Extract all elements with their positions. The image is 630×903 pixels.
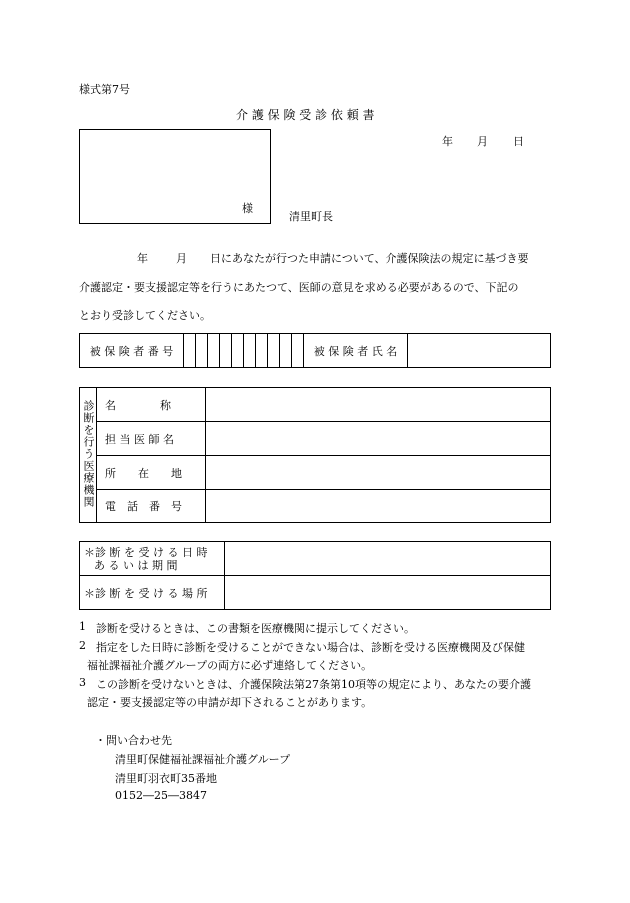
insured-name-field[interactable] [408,334,551,368]
note-1-number: 1 [79,620,86,633]
insured-number-digit[interactable] [256,334,268,368]
insured-number-digit[interactable] [184,334,196,368]
diagnosis-table [79,541,551,610]
contact-address: 清里町羽衣町35番地 [115,772,217,785]
insured-table [79,333,551,368]
issuer-name: 清里町長 [289,210,333,223]
note-2-line-2: 福祉課福祉介護グループの両方に必ず連絡してください。 [87,659,373,672]
body-line-3: とおり受診してください。 [79,309,211,322]
body-month: 月 [176,252,187,265]
body-line-2: 介護認定・要支援認定等を行うにあたつて、医師の意見を求める必要があるので、下記の [79,281,519,294]
insured-number-digit[interactable] [208,334,220,368]
note-3-line-1: この診断を受けないときは、介護保険法第27条第10項等の規定により、あなたの要介護 [96,678,531,691]
doctor-name-field[interactable] [206,422,551,456]
insured-number-digit[interactable] [232,334,244,368]
contact-org: 清里町保健福祉課福祉介護グループ [115,753,291,766]
insured-number-digit[interactable] [244,334,256,368]
note-1-line-1: 診断を受けるときは、この書類を医療機関に提示してください。 [96,622,415,635]
form-number: 様式第7号 [79,83,130,96]
page-title: 介 護 保 険 受 診 依 頼 書 [236,108,375,122]
insured-name-label: 被 保 険 者 氏 名 [304,334,408,368]
insured-number-digit[interactable] [292,334,304,368]
insured-number-digit[interactable] [280,334,292,368]
diagnosis-datetime-field[interactable] [225,542,551,576]
diagnosis-period-label: あ る い は 期 間 [94,558,178,572]
note-2-number: 2 [79,639,86,652]
body-line-1: 日にあなたが行つた申請について、介護保険法の規定に基づき要 [210,252,529,265]
insured-number-digit[interactable] [220,334,232,368]
diagnosis-datetime-label-cell [80,542,225,576]
addressee-suffix: 様 [242,202,253,215]
note-3-line-2: 認定・要支援認定等の申請が却下されることがあります。 [87,696,373,709]
medical-name-field[interactable] [206,388,551,422]
insured-number-digit[interactable] [268,334,280,368]
body-year: 年 [137,252,148,265]
diagnosis-datetime-label: ＊診 断 を 受 け る 日 時 [84,545,208,559]
note-2-line-1: 指定をした日時に診断を受けることができない場合は、診断を受ける医療機関及び保健 [96,641,525,654]
medical-name-label: 名 称 [97,388,206,422]
medical-side-label: 診断を行う医療機関 [82,399,95,508]
address-field[interactable] [206,456,551,490]
date-month: 月 [477,135,488,148]
doctor-name-label: 担 当 医 師 名 [97,422,206,456]
phone-field[interactable] [206,490,551,523]
insured-number-label: 被 保 険 者 番 号 [80,334,184,368]
insured-number-digit[interactable] [196,334,208,368]
contact-heading: ・問い合わせ先 [95,734,172,747]
medical-side-cell [80,388,97,523]
date-year: 年 [442,135,453,148]
diagnosis-place-label: ＊診 断 を 受 け る 場 所 [80,576,225,610]
contact-phone: 0152―25―3847 [115,789,207,802]
phone-label: 電 話 番 号 [97,490,206,523]
note-3-number: 3 [79,676,86,689]
medical-table [79,387,551,523]
address-label: 所 在 地 [97,456,206,490]
diagnosis-place-field[interactable] [225,576,551,610]
date-day: 日 [513,135,524,148]
